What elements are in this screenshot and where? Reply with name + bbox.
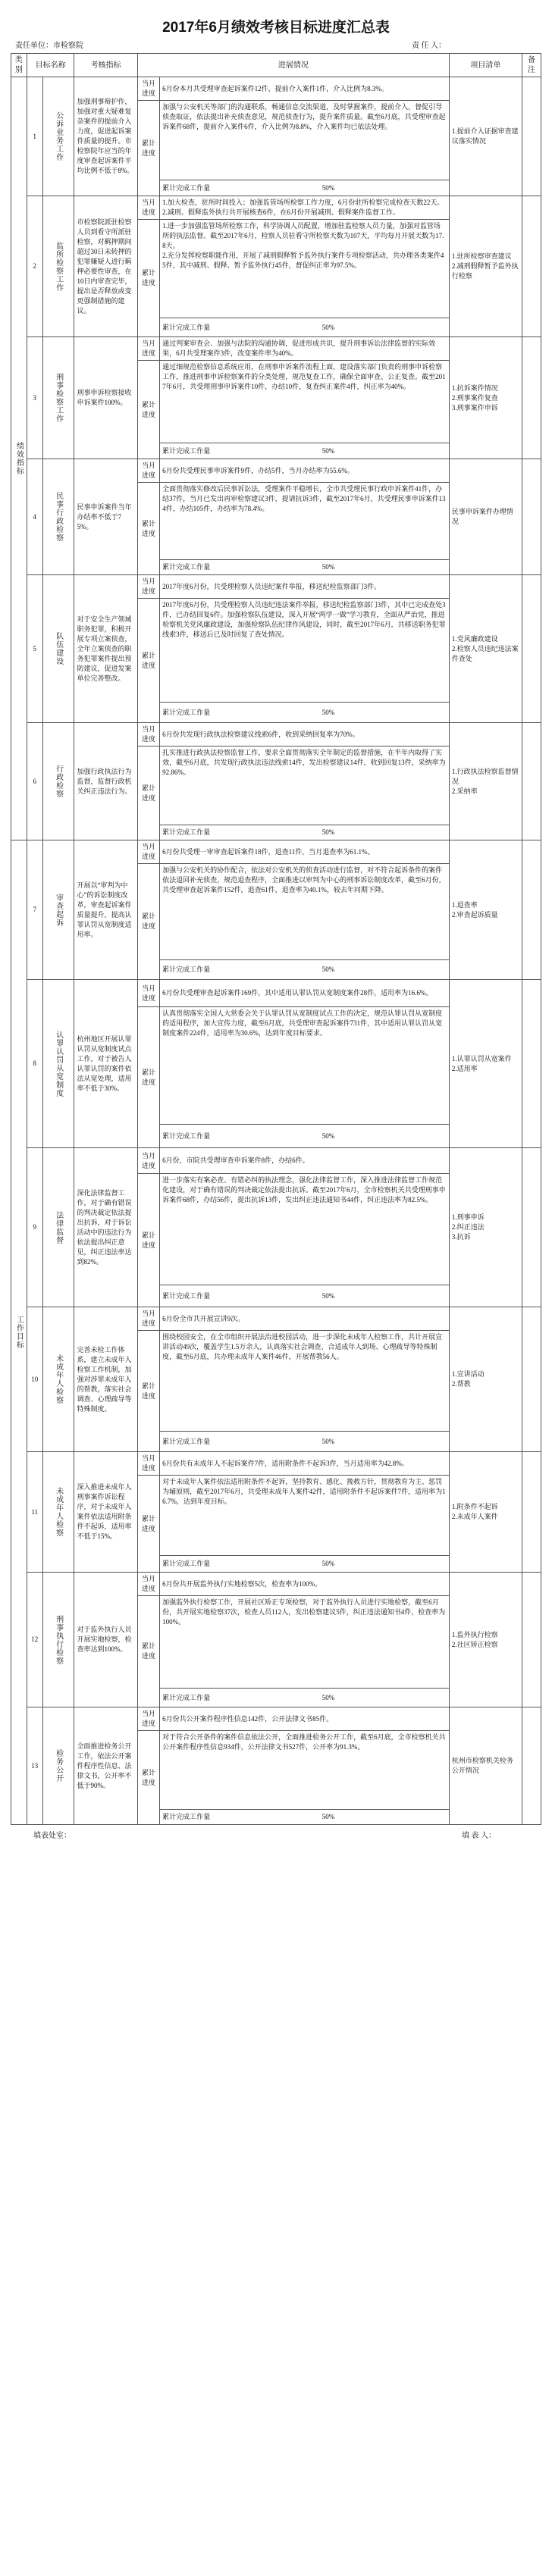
completion-cell — [160, 443, 450, 459]
completion-value: 50% — [321, 1560, 335, 1567]
cumulative-period-label: 累计进度 — [137, 361, 159, 459]
table-row — [11, 723, 541, 747]
current-period-label: 当月进度 — [137, 575, 159, 599]
project-list: 1.认罪认罚从宽案件 2.适用率 — [449, 980, 522, 1148]
current-progress: 通过判案审查会、加强与法院的沟通协调，促进形成共识，提升刑事诉讼法律监督的实际效果，6月共受理案件3件，改变案件率为40%。 — [160, 337, 450, 361]
cumulative-period-label: 累计进度 — [137, 747, 159, 840]
project-list: 1.提前介入证据审查建议落实情况 — [449, 77, 522, 196]
header-target: 目标名称 — [27, 54, 74, 77]
table-row — [11, 196, 541, 220]
meta-row — [11, 39, 541, 53]
table-row — [11, 1307, 541, 1331]
cumulative-period-label: 累计进度 — [137, 1596, 159, 1707]
current-period-label: 当月进度 — [137, 1573, 159, 1596]
completion-label: 累计完成工作量 — [162, 1693, 211, 1701]
sequence-number: 10 — [27, 1307, 42, 1452]
completion-value: 50% — [321, 323, 335, 331]
target-name-cell — [42, 77, 74, 196]
completion-cell — [160, 1432, 450, 1452]
target-name: 审查起诉 — [54, 893, 63, 927]
completion-cell — [160, 560, 450, 575]
target-name: 监所检察工作 — [54, 241, 63, 292]
target-name-cell — [42, 980, 74, 1148]
current-period-label: 当月进度 — [137, 1452, 159, 1476]
cumulative-period-label: 累计进度 — [137, 101, 159, 196]
cumulative-progress: 对于符合公开条件的案件信息依法公开，全面推进检务公开工作，截至6月底，全市检察机关共公开案件程序性信息934件，公开法律文书527件，公开率为91.3%。 — [160, 1731, 450, 1810]
completion-cell — [160, 1810, 450, 1825]
target-name: 队伍建设 — [54, 632, 63, 665]
assessment-indicator: 开展以“审判为中心”的诉讼制度改革，审查起诉案件质量提升，提高认罪认罚从宽制度适用率。 — [74, 840, 137, 980]
sequence-number: 12 — [27, 1573, 42, 1707]
cumulative-period-label: 累计进度 — [137, 1007, 159, 1148]
target-name: 法律监督 — [54, 1210, 63, 1244]
table-row — [11, 1573, 541, 1596]
sequence-number: 5 — [27, 575, 42, 723]
current-period-label: 当月进度 — [137, 1148, 159, 1174]
completion-cell — [160, 1125, 450, 1148]
completion-value: 50% — [321, 708, 335, 716]
table-row — [11, 459, 541, 483]
target-name-cell — [42, 723, 74, 840]
completion-label: 累计完成工作量 — [162, 966, 211, 973]
assessment-indicator: 刑事申诉检察接收申诉案件100%。 — [74, 337, 137, 459]
completion-value: 50% — [321, 966, 335, 973]
cumulative-period-label: 累计进度 — [137, 220, 159, 337]
footer-filler: 填 表 人： — [462, 1832, 496, 1840]
target-name-cell — [42, 196, 74, 337]
cumulative-period-label: 累计进度 — [137, 1331, 159, 1452]
remarks — [522, 196, 541, 337]
current-progress: 6月份共公开案件程序性信息142件，公开法律文书85件。 — [160, 1707, 450, 1731]
assessment-indicator: 深化法律监督工作，对于确有错误的判决裁定依法提出抗诉，对于诉讼活动中的违法行为依法提出纠正意见，纠正违法率达到82%。 — [74, 1148, 137, 1307]
assessment-indicator: 完善未检工作体系，建立未成年人检察工作机制，加强对涉罪未成年人的帮教，落实社会调查、心理疏导等特殊制度。 — [74, 1307, 137, 1452]
header-remarks: 备 注 — [522, 54, 541, 77]
project-list: 1.监外执行检察 2.社区矫正检察 — [449, 1573, 522, 1707]
header-project-list: 项目清单 — [449, 54, 522, 77]
cumulative-progress: 扎实推进行政执法检察监督工作，要求全面贯彻落实全年制定的监督措施，在半年内取得了实效，截至6月底，共发现行政执法违法线索14件，发出检察建议14件，收到回复13件，采纳率为92.86%。 — [160, 747, 450, 825]
target-name-cell — [42, 1452, 74, 1573]
cumulative-period-label: 累计进度 — [137, 483, 159, 575]
target-name-cell — [42, 1148, 74, 1307]
target-name: 行政检察 — [54, 765, 63, 798]
cumulative-progress: 1.进一步加强监管场所检察工作，科学协调人员配置，增加驻监检察人员力量，加强对监管场所的执法监督。截至2017年6月，检察人员驻看守所检察天数为107天，平均每月开展天数为17.8天。 2.充分发挥检察职能作用，开展了减刑假释暂予监外执行案件专项检察活动，共办理各类案件45件，其中减刑、假释、暂予监外执行45件，督促纠正率为97.5%。 — [160, 220, 450, 318]
target-name: 刑事执行检察 — [54, 1614, 63, 1665]
assessment-indicator: 杭州地区开展认罪认罚从宽制度试点工作，对于被告人认罪认罚的案件依法从宽处理，适用率不低于30%。 — [74, 980, 137, 1148]
completion-label: 累计完成工作量 — [162, 1131, 211, 1140]
table-header — [11, 54, 541, 77]
progress-table — [11, 53, 541, 1825]
project-list: 1.党风廉政建设 2.检察人员违纪违法案件查处 — [449, 575, 522, 723]
completion-value: 50% — [321, 1693, 335, 1701]
cumulative-progress: 对于未成年人案件依法适用附条件不起诉，坚持教育、感化、挽救方针，贯彻教育为主、惩罚为辅原则，截至2017年6月，共受理未成年人案件42件，适用附条件不起诉案件7件，适用率为16.7%，达到年度目标。 — [160, 1476, 450, 1556]
current-period-label: 当月进度 — [137, 459, 159, 483]
cumulative-period-label: 累计进度 — [137, 864, 159, 980]
table-row — [11, 337, 541, 361]
project-list: 1.刑事申诉 2.纠正违法 3.抗诉 — [449, 1148, 522, 1307]
target-name-cell — [42, 1573, 74, 1707]
current-progress: 2017年度6月份，共受理检察人员违纪案件举报，移送纪检监察部门3件。 — [160, 575, 450, 599]
cumulative-progress: 认真贯彻落实全国人大常委会关于认罪认罚从宽制度试点工作的决定，规范认罪认罚从宽制度的适用程序，加大宣传力度，截至6月底，共受理审查起诉案件731件，其中适用认罪认罚从宽制度案件224件，适用率为30.6%，达到年度目标要求。 — [160, 1007, 450, 1125]
cumulative-progress: 围绕校园安全，在全市组织开展法治进校园活动，进一步深化未成年人检察工作，共计开展宣讲活动49次，覆盖学生1.5万余人，认真落实社会调查、合适成年人到场、心理疏导等特殊制度，截至6月底，共办理未成年人案件46件，开展帮教56人。 — [160, 1331, 450, 1432]
table-body — [11, 77, 541, 1825]
sequence-number: 4 — [27, 459, 42, 575]
assessment-indicator: 全面推进检务公开工作，依法公开案件程序性信息、法律文书，公开率不低于90%。 — [74, 1707, 137, 1825]
header-progress: 进展情况 — [137, 54, 449, 77]
completion-label: 累计完成工作量 — [162, 446, 211, 455]
header-category: 类别 — [11, 54, 27, 77]
category-label: 绩效指标 — [14, 442, 24, 475]
completion-value: 50% — [321, 828, 335, 836]
responsible-person: 责 任 人： — [412, 42, 446, 50]
category-label: 工作目标 — [14, 1316, 24, 1349]
current-progress: 6月份全市共开展宣讲9次。 — [160, 1307, 450, 1331]
current-progress: 6月份本月共受理审查起诉案件12件，提前介入案件1件，介入比例为8.3%。 — [160, 77, 450, 101]
assessment-indicator: 对于监外执行人员开展实地检察，检查率达到100%。 — [74, 1573, 137, 1707]
target-name-cell — [42, 459, 74, 575]
current-progress: 6月份共开展监外执行实地检察5次，检查率为100%。 — [160, 1573, 450, 1596]
cumulative-progress: 进一步落实有案必查、有错必纠的执法理念，强化法律监督工作，深入推进法律监督工作规范化建设，对于确有错误的判决裁定依法提出抗诉。截至2017年6月，全市检察机关共受理刑事申诉案件68件，办结56件，提出抗诉13件，发出纠正违法通知书44件，纠正违法率为82.5%。 — [160, 1174, 450, 1285]
completion-label: 累计完成工作量 — [162, 563, 211, 571]
current-period-label: 当月进度 — [137, 1307, 159, 1331]
project-list: 1.宣讲活动 2.帮教 — [449, 1307, 522, 1452]
sequence-number: 11 — [27, 1452, 42, 1573]
target-name-cell — [42, 840, 74, 980]
sequence-number: 1 — [27, 77, 42, 196]
completion-label: 累计完成工作量 — [162, 323, 211, 331]
target-name: 公诉业务工作 — [54, 111, 63, 161]
cumulative-progress: 加强与公安机关的协作配合，依法对公安机关的侦查活动进行监督，对不符合起诉条件的案件依法退回补充侦查，规范退查程序，全面推进以审判为中心的刑事诉讼制度改革，截至6月份，共受理审查起诉案件152件，退查61件，退查率为40.1%，较去年同期下降。 — [160, 864, 450, 960]
sequence-number: 6 — [27, 723, 42, 840]
current-progress: 6月份，市院共受理审查申诉案件8件，办结6件。 — [160, 1148, 450, 1174]
remarks — [522, 723, 541, 840]
cumulative-period-label: 累计进度 — [137, 599, 159, 723]
current-period-label: 当月进度 — [137, 337, 159, 361]
target-name: 认罪认罚从宽制度 — [54, 1030, 63, 1097]
current-period-label: 当月进度 — [137, 723, 159, 747]
completion-value: 50% — [321, 563, 335, 571]
cumulative-progress: 2017年度6月份，共受理检察人员违纪违法案件举报，移送纪检监察部门3件，其中已完成查处3件，已办结回复6件。加强检察队伍建设，深入开展“两学一做”学习教育，全面从严治党，推进检察机关党风廉政建设，加强检察队伍纪律作风建设，同时，截至2017年6月，共移送职务犯罪线索3件，移送后已及时回复了查处情况。 — [160, 599, 450, 703]
target-name: 未成年人检察 — [54, 1487, 63, 1537]
current-progress: 6月份共发现行政执法检察建议线索6件，收到采纳回复率为70%。 — [160, 723, 450, 747]
sequence-number: 13 — [27, 1707, 42, 1825]
target-name: 未成年人检察 — [54, 1354, 63, 1404]
completion-cell — [160, 703, 450, 723]
table-row — [11, 1452, 541, 1476]
target-name-cell — [42, 1707, 74, 1825]
cumulative-progress: 通过细规范检察信息系统应用，在刑事申诉案件流程上面，建设落实部门负责的刑事申诉检察工作，推进刑事申诉检察案件的分类处理，规范复查工作，确保全面审查、公正复查。截至2017年6月，共受理刑事申诉案件10件，办结10件，复查纠正案件4件，纠正率为40%。 — [160, 361, 450, 443]
table-row — [11, 980, 541, 1007]
project-list: 1.抗诉案件情况 2.刑事案件复查 3.刑事案件申诉 — [449, 337, 522, 459]
category-cell — [11, 77, 27, 840]
completion-label: 累计完成工作量 — [162, 708, 211, 716]
completion-value: 50% — [321, 1437, 335, 1445]
target-name-cell — [42, 337, 74, 459]
category-cell — [11, 840, 27, 1825]
current-progress: 6月份共受理民事申诉案件9件，办结5件，当月办结率为55.6%。 — [160, 459, 450, 483]
current-progress: 1.加大检查，驻所时间投入；加强监管场所检察工作力度，6月份驻所检察完成检查天数22天。 2.减刑、假释监外执行共开展核查6件，在6月份开展减刑、假释案件监督工作。 — [160, 196, 450, 220]
completion-label: 累计完成工作量 — [162, 1437, 211, 1445]
current-progress: 6月份共有未成年人不起诉案件7件，适用附条件不起诉3件，当月适用率为42.8%。 — [160, 1452, 450, 1476]
remarks — [522, 840, 541, 980]
current-period-label: 当月进度 — [137, 840, 159, 864]
remarks — [522, 1573, 541, 1707]
cumulative-period-label: 累计进度 — [137, 1731, 159, 1825]
current-period-label: 当月进度 — [137, 77, 159, 101]
table-row — [11, 77, 541, 101]
project-list: 民事申诉案件办理情况 — [449, 459, 522, 575]
current-progress: 6月份共受理审查起诉案件169件，其中适用认罪认罚从宽制度案件28件，适用率为16.6%。 — [160, 980, 450, 1007]
completion-value: 50% — [321, 1813, 335, 1820]
current-period-label: 当月进度 — [137, 980, 159, 1007]
completion-value: 50% — [321, 1291, 335, 1300]
responsible-unit: 责任单位：市检察院 — [15, 42, 83, 50]
table-row — [11, 575, 541, 599]
target-name-cell — [42, 575, 74, 723]
completion-cell — [160, 1689, 450, 1707]
current-period-label: 当月进度 — [137, 196, 159, 220]
target-name: 民事行政检察 — [54, 492, 63, 542]
sequence-number: 8 — [27, 980, 42, 1148]
sequence-number: 7 — [27, 840, 42, 980]
project-list: 杭州市检察机关检务公开情况 — [449, 1707, 522, 1825]
table-row — [11, 1148, 541, 1174]
sequence-number: 3 — [27, 337, 42, 459]
completion-label: 累计完成工作量 — [162, 828, 211, 836]
target-name: 检务公开 — [54, 1749, 63, 1783]
footer — [11, 1825, 541, 1843]
sequence-number: 9 — [27, 1148, 42, 1307]
current-period-label: 当月进度 — [137, 1707, 159, 1731]
remarks — [522, 1452, 541, 1573]
remarks — [522, 337, 541, 459]
remarks — [522, 1148, 541, 1307]
table-row — [11, 1707, 541, 1731]
completion-value: 50% — [321, 446, 335, 455]
remarks — [522, 77, 541, 196]
completion-cell — [160, 180, 450, 196]
completion-value: 50% — [321, 1131, 335, 1140]
cumulative-progress: 加强监外执行检察工作，开展社区矫正专项检察，对于监外执行人员进行实地检察，截至6月份，共开展实地检察37次，检查人员112人，发出检察建议5件，纠正违法通知书4件，检查率为100%。 — [160, 1596, 450, 1689]
table-row — [11, 840, 541, 864]
remarks — [522, 459, 541, 575]
cumulative-progress: 全面贯彻落实修改后民事诉讼法，受理案件平稳增长，全市共受理民事行政申诉案件41件，办结37件，当月已发出再审检察建议3件，提请抗诉3件，截至2017年6月，共受理民事申诉案件134件，办结105件，办结率为78.4%。 — [160, 483, 450, 560]
cumulative-period-label: 累计进度 — [137, 1174, 159, 1307]
project-list: 1.行政执法检察监督情况 2.采纳率 — [449, 723, 522, 840]
page-title: 2017年6月绩效考核目标进度汇总表 — [162, 20, 390, 36]
completion-value: 50% — [321, 183, 335, 192]
remarks — [522, 1307, 541, 1452]
footer-department: 填表处室： — [33, 1832, 71, 1840]
completion-label: 累计完成工作量 — [162, 1813, 211, 1820]
remarks — [522, 1707, 541, 1825]
completion-cell — [160, 825, 450, 840]
sequence-number: 2 — [27, 196, 42, 337]
completion-cell — [160, 318, 450, 337]
assessment-indicator: 对于安全生产领域职务犯罪，积极开展专项立案侦查，全年立案侦查的职务犯罪案件提出预防建议，促进发案单位完善整改。 — [74, 575, 137, 723]
target-name-cell — [42, 1307, 74, 1452]
completion-cell — [160, 1556, 450, 1573]
assessment-indicator: 加强刑事辩护作，加强对重大疑难复杂案件的提前介入力度，促进起诉案件质量的提升。市检察院年应当的年度审查起诉案件平均比例不低于8%。 — [74, 77, 137, 196]
completion-label: 累计完成工作量 — [162, 1291, 211, 1300]
header-indicator: 考核指标 — [74, 54, 137, 77]
project-list: 1.附条件不起诉 2.未成年人案件 — [449, 1452, 522, 1573]
current-progress: 6月份共受理一审审查起诉案件18件，退查11件，当月退查率为61.1%。 — [160, 840, 450, 864]
remarks — [522, 575, 541, 723]
assessment-indicator: 加强行政执法行为监督，监督行政机关纠正违法行为。 — [74, 723, 137, 840]
completion-label: 累计完成工作量 — [162, 183, 211, 192]
completion-cell — [160, 1285, 450, 1307]
completion-label: 累计完成工作量 — [162, 1560, 211, 1567]
assessment-indicator: 深入推进未成年人刑事案件诉讼程序，对于未成年人案件依法适用附条件不起诉，适用率不低于15%。 — [74, 1452, 137, 1573]
project-list: 1.驻所检察审查建议 2.减刑假释暂予监外执行检察 — [449, 196, 522, 337]
completion-cell — [160, 960, 450, 980]
cumulative-period-label: 累计进度 — [137, 1476, 159, 1573]
target-name: 刑事检察工作 — [54, 373, 63, 423]
assessment-indicator: 民事申诉案件当年办结率不低于75%。 — [74, 459, 137, 575]
remarks — [522, 980, 541, 1148]
project-list: 1.退查率 2.审查起诉质量 — [449, 840, 522, 980]
cumulative-progress: 加强与公安机关等部门的沟通联系，畅通信息交流渠道，及时掌握案件，提前介入，督促引导侦查取证，依法提出补充侦查意见，规范侦查行为，提升案件质量。截至6月底，共受理审查起诉案件68件，提前介入案件6件，介入比例为8.8%，介入案件均已依法处理。 — [160, 101, 450, 180]
assessment-indicator: 市检察院派驻检察人员到看守所派驻检察，对羁押期间超过30日未转押的犯罪嫌疑人进行羁押必要性审查，在10日内审查完毕，提出是否释放或变更强制措施的建议。 — [74, 196, 137, 337]
report-page — [11, 0, 541, 1843]
